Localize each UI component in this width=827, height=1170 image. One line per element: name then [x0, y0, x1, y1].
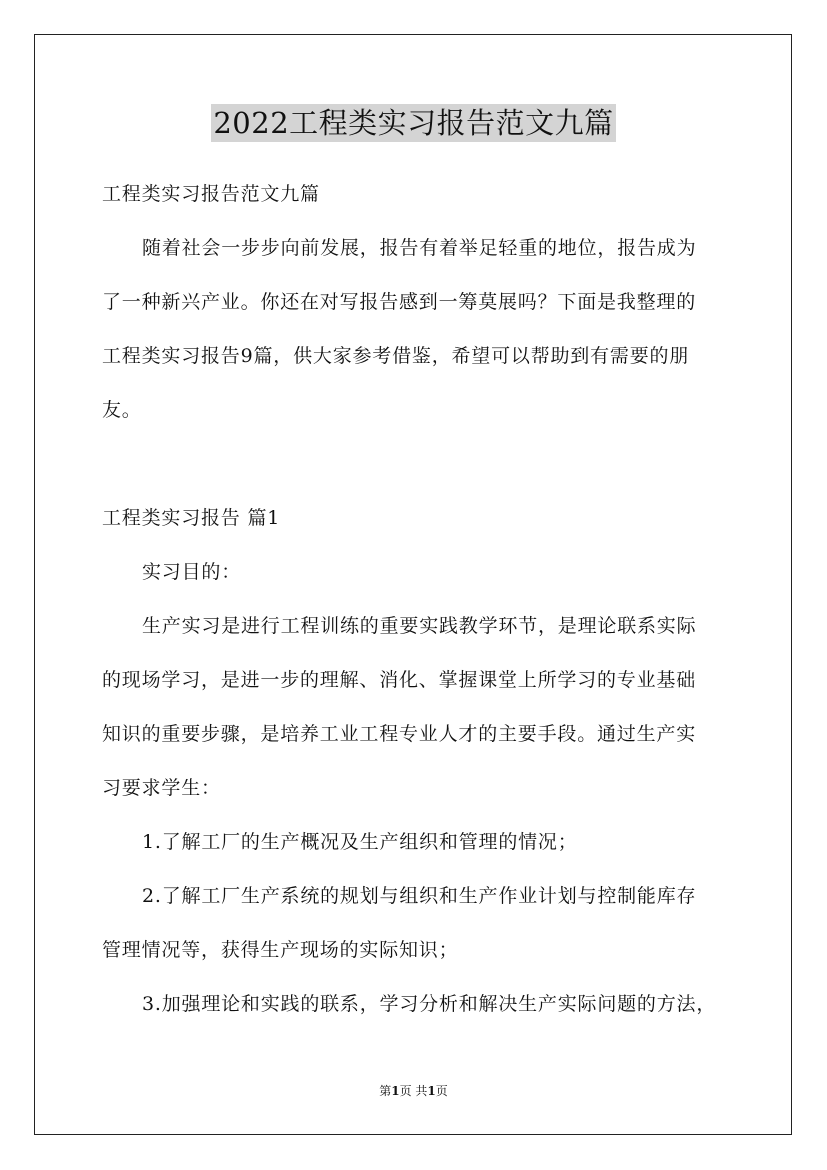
- body-line-2: 的现场学习，是进一步的理解、消化、掌握课堂上所学习的专业基础: [102, 669, 697, 691]
- body-line-1: 生产实习是进行工程训练的重要实践教学环节，是理论联系实际: [142, 615, 697, 637]
- list-item-2-continued: 管理情况等，获得生产现场的实际知识；: [102, 939, 459, 961]
- list-item-2: 2.了解工厂生产系统的规划与组织和生产作业计划与控制能库存: [142, 885, 697, 907]
- section-heading: 工程类实习报告 篇1: [102, 507, 281, 529]
- footer-page-number: 1: [391, 1084, 400, 1098]
- body-line-3: 知识的重要步骤，是培养工业工程专业人才的主要手段。通过生产实: [102, 723, 697, 745]
- footer-mid: 页 共: [399, 1084, 428, 1098]
- page-footer: [0, 1083, 827, 1099]
- intro-line-4: 友。: [102, 399, 142, 421]
- list-item-3: 3.加强理论和实践的联系，学习分析和解决生产实际问题的方法，: [142, 993, 717, 1015]
- list-item-1: 1.了解工厂的生产概况及生产组织和管理的情况；: [142, 831, 578, 853]
- intro-line-2: 了一种新兴产业。你还在对写报告感到一筹莫展吗？下面是我整理的: [102, 291, 697, 313]
- document-subtitle: 工程类实习报告范文九篇: [102, 183, 320, 205]
- intro-line-3: 工程类实习报告9篇，供大家参考借鉴，希望可以帮助到有需要的朋: [102, 345, 690, 367]
- footer-page-total: 1: [427, 1084, 436, 1098]
- intro-line-1: 随着社会一步步向前发展，报告有着举足轻重的地位，报告成为: [142, 237, 697, 259]
- title-wrap: [0, 104, 827, 142]
- footer-suffix: 页: [435, 1084, 448, 1098]
- footer-prefix: 第: [379, 1084, 392, 1098]
- document-title: 2022工程类实习报告范文九篇: [213, 106, 614, 140]
- purpose-label: 实习目的：: [142, 561, 242, 583]
- body-line-4: 习要求学生：: [102, 777, 221, 799]
